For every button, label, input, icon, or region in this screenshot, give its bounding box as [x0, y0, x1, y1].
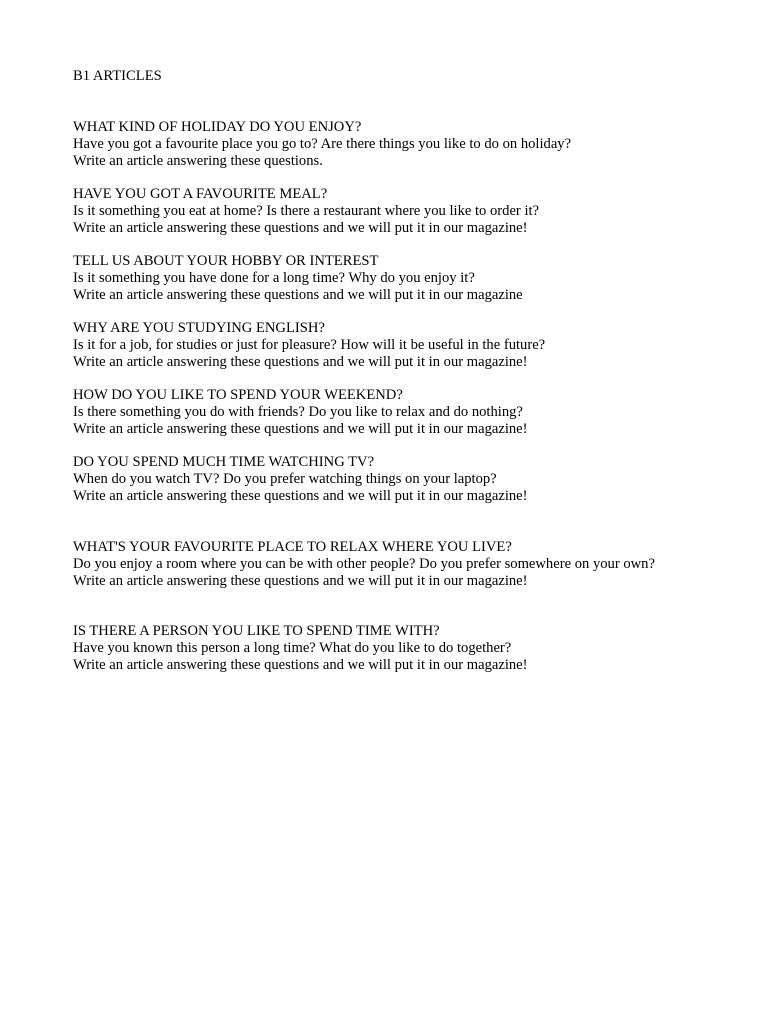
prompt-question: Is there something you do with friends? Do you like to relax and do nothing?: [73, 403, 523, 420]
article-prompt-relax-place: [73, 539, 733, 589]
article-prompt-holiday: [73, 119, 733, 169]
prompt-instruction: Write an article answering these questions.: [73, 152, 323, 169]
article-prompt-hobby: [73, 253, 733, 303]
prompt-instruction: Write an article answering these questions and we will put it in our magazine!: [73, 487, 528, 504]
prompt-question: When do you watch TV? Do you prefer watching things on your laptop?: [73, 470, 497, 487]
prompt-instruction: Write an article answering these questions and we will put it in our magazine!: [73, 219, 528, 236]
prompt-heading: HOW DO YOU LIKE TO SPEND YOUR WEEKEND?: [73, 387, 403, 403]
prompt-question: Have you known this person a long time? What do you like to do together?: [73, 639, 512, 656]
prompt-question: Is it for a job, for studies or just for pleasure? How will it be useful in the future?: [73, 336, 546, 353]
document-title: B1 ARTICLES: [73, 68, 162, 84]
article-prompt-person: [73, 623, 733, 673]
prompt-question: Have you got a favourite place you go to? Are there things you like to do on holiday?: [73, 135, 572, 152]
prompt-instruction: Write an article answering these questions and we will put it in our magazine!: [73, 656, 528, 673]
article-prompt-english: [73, 320, 733, 370]
prompt-heading: WHAT'S YOUR FAVOURITE PLACE TO RELAX WHERE YOU LIVE?: [73, 539, 512, 555]
prompt-heading: WHY ARE YOU STUDYING ENGLISH?: [73, 320, 325, 336]
prompt-instruction: Write an article answering these questions and we will put it in our magazine!: [73, 420, 528, 437]
prompt-heading: HAVE YOU GOT A FAVOURITE MEAL?: [73, 186, 328, 202]
prompt-heading: DO YOU SPEND MUCH TIME WATCHING TV?: [73, 454, 375, 470]
prompt-heading: TELL US ABOUT YOUR HOBBY OR INTEREST: [73, 253, 379, 269]
prompt-instruction: Write an article answering these questions and we will put it in our magazine: [73, 286, 523, 303]
article-prompt-meal: [73, 186, 733, 236]
prompt-heading: WHAT KIND OF HOLIDAY DO YOU ENJOY?: [73, 119, 362, 135]
article-prompt-weekend: [73, 387, 733, 437]
prompt-heading: IS THERE A PERSON YOU LIKE TO SPEND TIME WITH?: [73, 623, 440, 639]
prompt-instruction: Write an article answering these questions and we will put it in our magazine!: [73, 572, 528, 589]
prompt-question: Do you enjoy a room where you can be with other people? Do you prefer somewhere on your own?: [73, 555, 655, 572]
prompt-instruction: Write an article answering these questions and we will put it in our magazine!: [73, 353, 528, 370]
prompt-question: Is it something you have done for a long time? Why do you enjoy it?: [73, 269, 475, 286]
prompt-question: Is it something you eat at home? Is there a restaurant where you like to order it?: [73, 202, 540, 219]
article-prompt-tv: [73, 454, 733, 504]
